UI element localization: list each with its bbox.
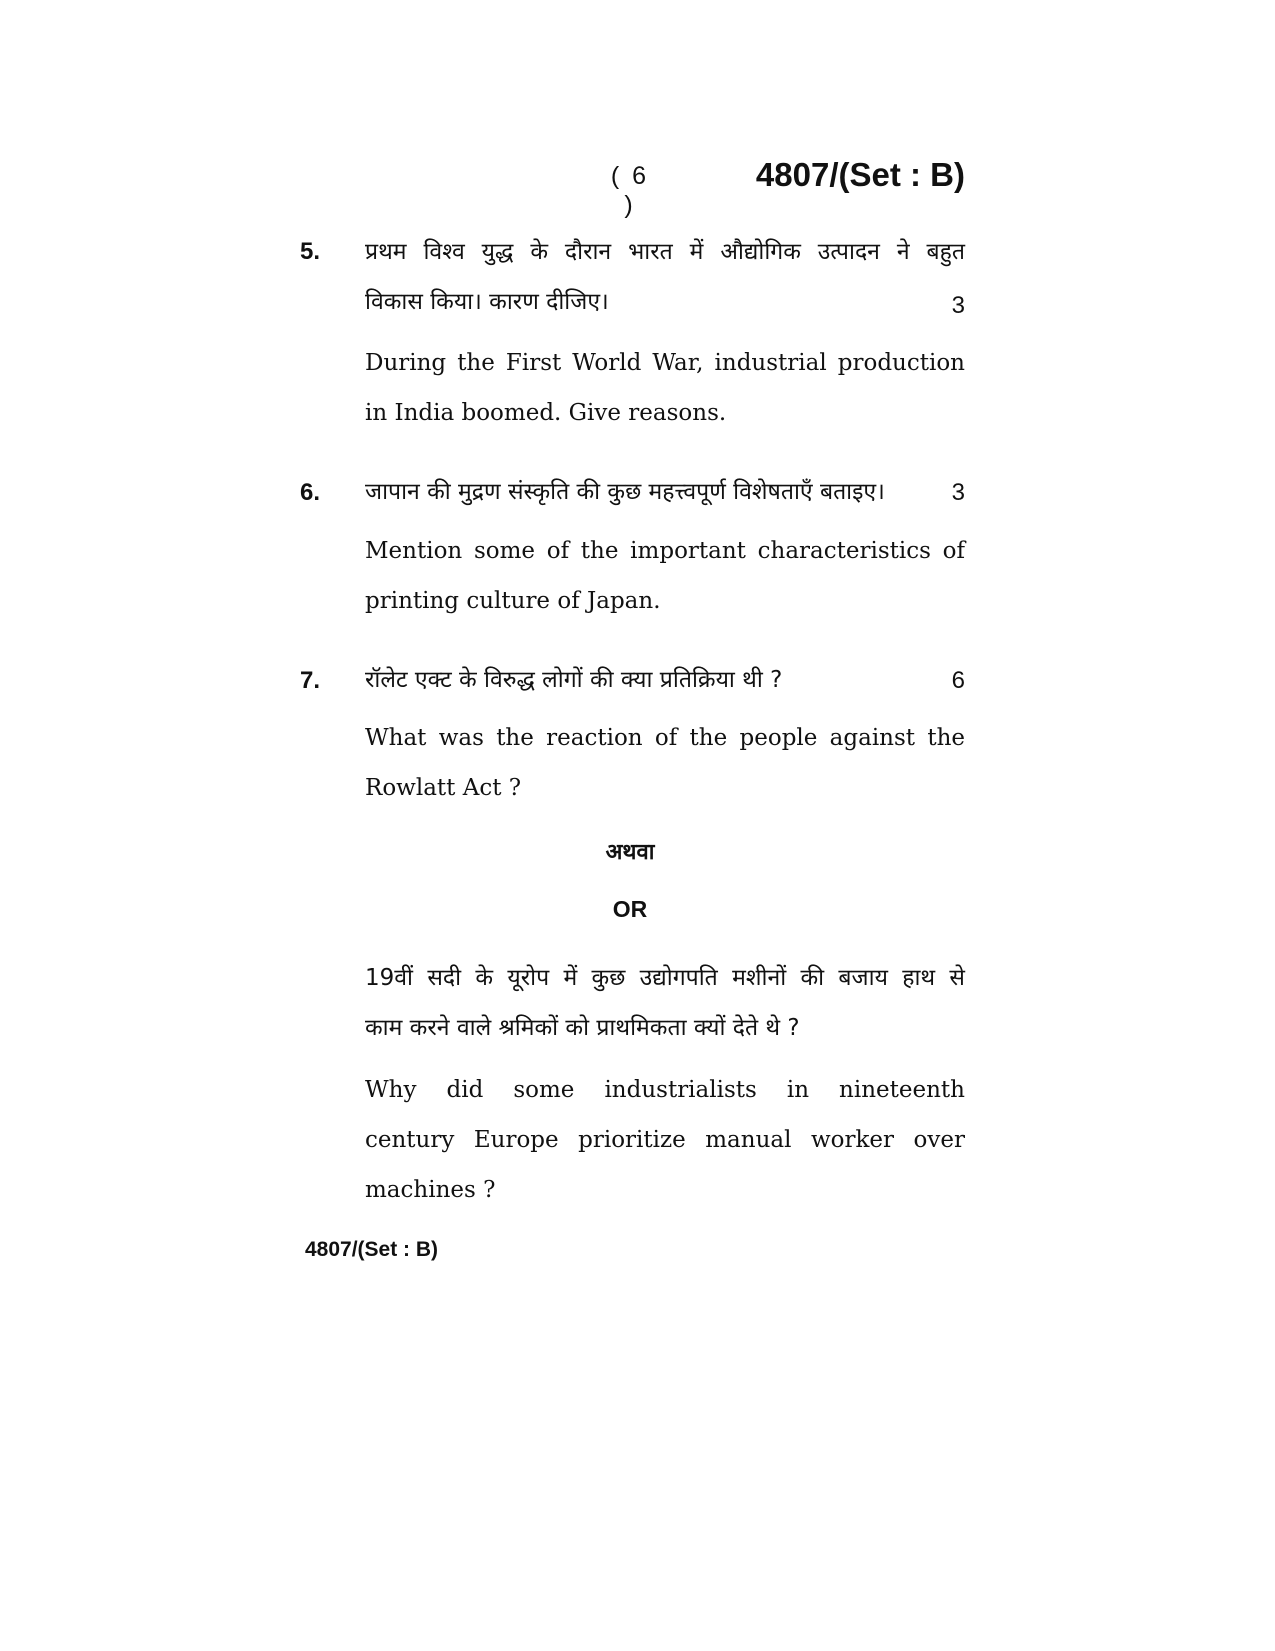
question-number: 6.: [300, 479, 321, 506]
question-marks: 6: [951, 667, 965, 694]
paper-code-header: 4807/(Set : B): [755, 156, 965, 193]
question-english-line: in India boomed. Give reasons.: [365, 400, 727, 426]
alternative-english-line: Why did some industrialists in nineteenth: [365, 1077, 965, 1103]
page-number: ( 6 ): [610, 162, 650, 219]
alternative-english-line: century Europe prioritize manual worker over: [365, 1127, 965, 1153]
question-english-line: What was the reaction of the people against the: [365, 725, 965, 751]
question-marks: 3: [951, 479, 965, 506]
question-english-line: During the First World War, industrial production: [365, 350, 965, 376]
question-english-line: printing culture of Japan.: [365, 588, 661, 614]
alternative-hindi-line: 19वीं सदी के यूरोप में कुछ उद्योगपति मशीनों की बजाय हाथ से: [365, 965, 965, 991]
alternative-english-line: machines ?: [365, 1177, 496, 1203]
alternative-hindi-line: काम करने वाले श्रमिकों को प्राथमिकता क्यों देते थे ?: [365, 1015, 800, 1041]
paper-code-footer: 4807/(Set : B): [305, 1238, 439, 1261]
question-hindi-line: विकास किया। कारण दीजिए।: [365, 289, 609, 315]
question-hindi-line: प्रथम विश्व युद्ध के दौरान भारत में औद्योगिक उत्पादन ने बहुत: [365, 239, 965, 265]
question-number: 7.: [300, 667, 321, 694]
question-english-line: Mention some of the important characteristics of: [365, 538, 965, 564]
question-english-line: Rowlatt Act ?: [365, 775, 522, 801]
question-number: 5.: [300, 238, 321, 265]
alternative-label-english: OR: [612, 896, 648, 922]
question-hindi-line: जापान की मुद्रण संस्कृति की कुछ महत्त्वपूर्ण विशेषताएँ बताइए।: [365, 479, 885, 505]
alternative-label-hindi: अथवा: [605, 840, 655, 865]
question-hindi-line: रॉलेट एक्ट के विरुद्ध लोगों की क्या प्रतिक्रिया थी ?: [365, 667, 783, 693]
question-marks: 3: [951, 292, 965, 319]
